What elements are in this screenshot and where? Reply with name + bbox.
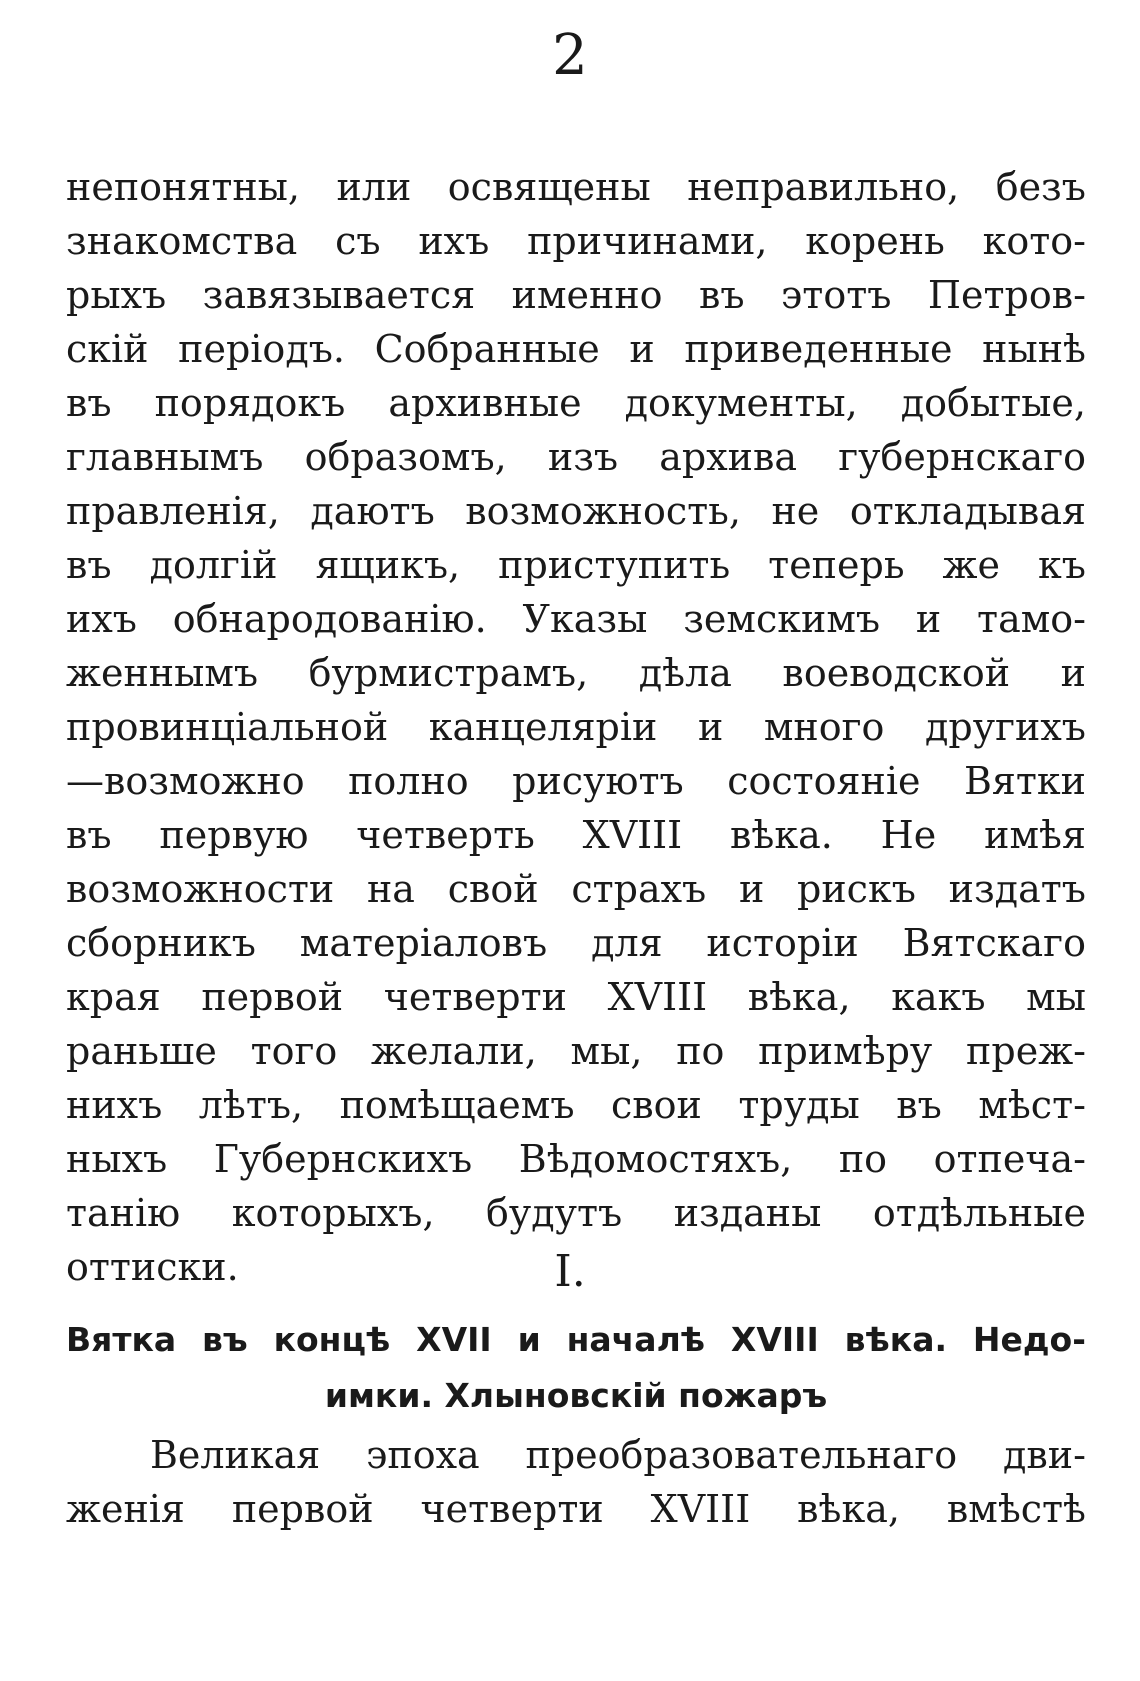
heading-line: Вятка въ концѣ XVII и началѣ XVIII вѣка. Недо- xyxy=(66,1320,1086,1359)
heading-line: имки. Хлыновскій пожаръ xyxy=(324,1376,828,1415)
text-line: —возможно полно рисуютъ состояніе Вятки xyxy=(66,759,1086,803)
text-line: знакомства съ ихъ причинами, корень кото- xyxy=(66,219,1086,263)
text-line: оттиски. xyxy=(66,1245,239,1289)
text-line: раньше того желали, мы, по примѣру преж- xyxy=(66,1029,1086,1073)
text-line: возможности на свой страхъ и рискъ издатъ xyxy=(66,867,1086,911)
page-number: 2 xyxy=(552,23,588,88)
text-line: въ первую четверть XVIII вѣка. Не имѣя xyxy=(66,813,1086,857)
text-line: главнымъ образомъ, изъ архива губернскаго xyxy=(66,435,1086,479)
text-line: женнымъ бурмистрамъ, дѣла воеводской и xyxy=(66,651,1086,695)
text-line: въ порядокъ архивные документы, добытые, xyxy=(66,381,1086,425)
text-line: нихъ лѣтъ, помѣщаемъ свои труды въ мѣст- xyxy=(66,1083,1086,1127)
text-line: женія первой четверти XVIII вѣка, вмѣстѣ xyxy=(66,1487,1086,1531)
text-line: непонятны, или освящены неправильно, безъ xyxy=(66,165,1086,209)
section-paragraph xyxy=(66,1428,1086,1536)
text-line: ихъ обнародованію. Указы земскимъ и тамо- xyxy=(66,597,1086,641)
text-line: рыхъ завязывается именно въ этотъ Петров- xyxy=(66,273,1086,317)
text-line: танію которыхъ, будутъ изданы отдѣльные xyxy=(66,1191,1086,1235)
text-line: провинціальной канцеляріи и много другихъ xyxy=(66,705,1086,749)
body-paragraph xyxy=(66,160,1086,1294)
text-line: сборникъ матеріаловъ для исторіи Вятскаго xyxy=(66,921,1086,965)
text-line: въ долгій ящикъ, приступить теперь же къ xyxy=(66,543,1086,587)
section-heading xyxy=(66,1312,1086,1424)
text-line: ныхъ Губернскихъ Вѣдомостяхъ, по отпеча- xyxy=(66,1137,1086,1181)
text-line: правленія, даютъ возможность, не откладывая xyxy=(66,489,1086,533)
text-line: края первой четверти XVIII вѣка, какъ мы xyxy=(66,975,1086,1019)
section-numeral: I. xyxy=(554,1246,586,1297)
text-line: скій періодъ. Собранные и приведенные нынѣ xyxy=(66,327,1086,371)
text-line: Великая эпоха преобразовательнаго дви- xyxy=(150,1433,1086,1477)
